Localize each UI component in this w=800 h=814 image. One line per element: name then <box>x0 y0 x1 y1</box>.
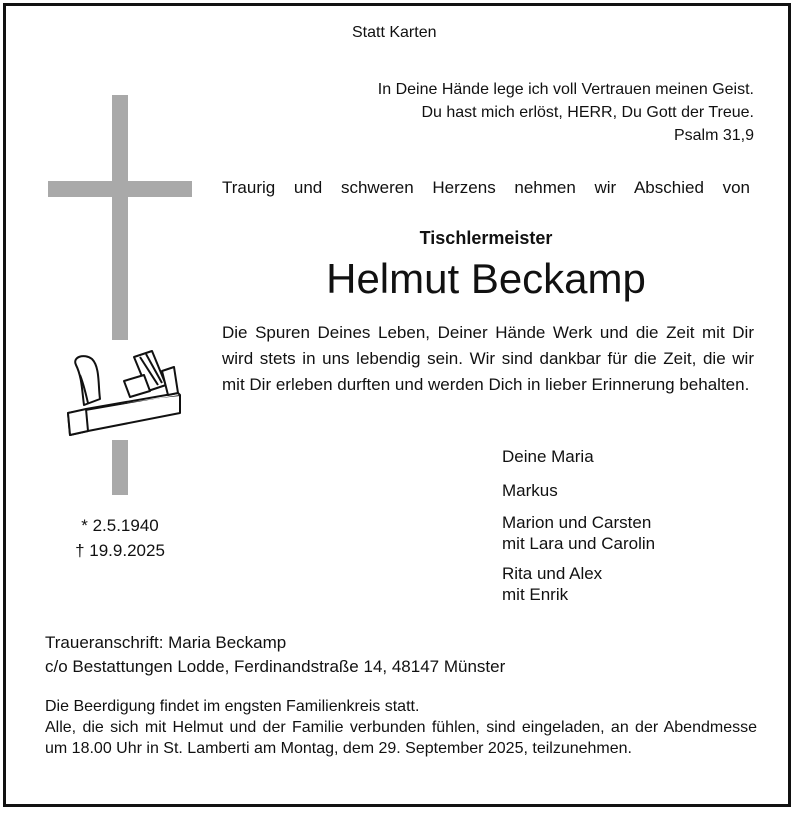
funeral-notice <box>45 696 757 759</box>
cross-icon <box>40 95 200 500</box>
mourning-address <box>45 631 505 679</box>
mourner-line: Rita und Alex <box>502 564 603 583</box>
mourner-line: mit Lara und Carolin <box>502 534 656 553</box>
address-line-1: Traueranschrift: Maria Beckamp <box>45 633 287 652</box>
header-title: Statt Karten <box>352 24 437 41</box>
mourner-entry <box>502 563 655 605</box>
cross-horizontal <box>48 181 192 197</box>
cross-vertical-upper <box>112 95 128 340</box>
mourner-line: Markus <box>502 481 558 500</box>
memorial-text: Die Spuren Deines Leben, Deiner Hände Werk und die Zeit mit Dir wird stets in uns lebendig sein. Wir sind dankbar für die Zeit, die wir mit Dir erleben durften und werden Dich in lieber Erinnerung behalten. <box>222 323 754 394</box>
notice-line-2: Alle, die sich mit Helmut und der Familie verbunden fühlen, sind eingeladen, an der Abendmesse um 18.00 Uhr in St. Lamberti am Montag, dem 29. September 2025, teilzunehmen. <box>45 719 757 757</box>
birth-date: * 2.5.1940 <box>81 516 159 535</box>
address-line-2: c/o Bestattungen Lodde, Ferdinandstraße 14, 48147 Münster <box>45 657 506 676</box>
mourners-list <box>502 446 655 617</box>
mourner-line: Deine Maria <box>502 447 594 466</box>
cross-vertical-lower <box>112 440 128 495</box>
psalm-line-1: In Deine Hände lege ich voll Vertrauen meinen Geist. <box>377 81 754 98</box>
wood-plane-icon <box>68 351 180 435</box>
mourner-entry <box>502 512 655 554</box>
psalm-reference: Psalm 31,9 <box>673 127 754 144</box>
mourner-entry <box>502 480 655 501</box>
intro-text: Traurig und schweren Herzens nehmen wir Abschied von <box>222 178 750 197</box>
psalm-line-2: Du hast mich erlöst, HERR, Du Gott der Treue. <box>421 104 754 121</box>
psalm-quote <box>378 78 754 147</box>
mourner-line: Marion und Carsten <box>502 513 652 532</box>
notice-line-1: Die Beerdigung findet im engsten Familienkreis statt. <box>45 698 420 715</box>
death-date: † 19.9.2025 <box>75 541 165 560</box>
life-dates <box>60 513 180 563</box>
deceased-profession: Tischlermeister <box>419 228 553 248</box>
mourner-line: mit Enrik <box>502 585 569 604</box>
mourner-entry <box>502 446 655 467</box>
deceased-name: Helmut Beckamp <box>326 255 646 302</box>
